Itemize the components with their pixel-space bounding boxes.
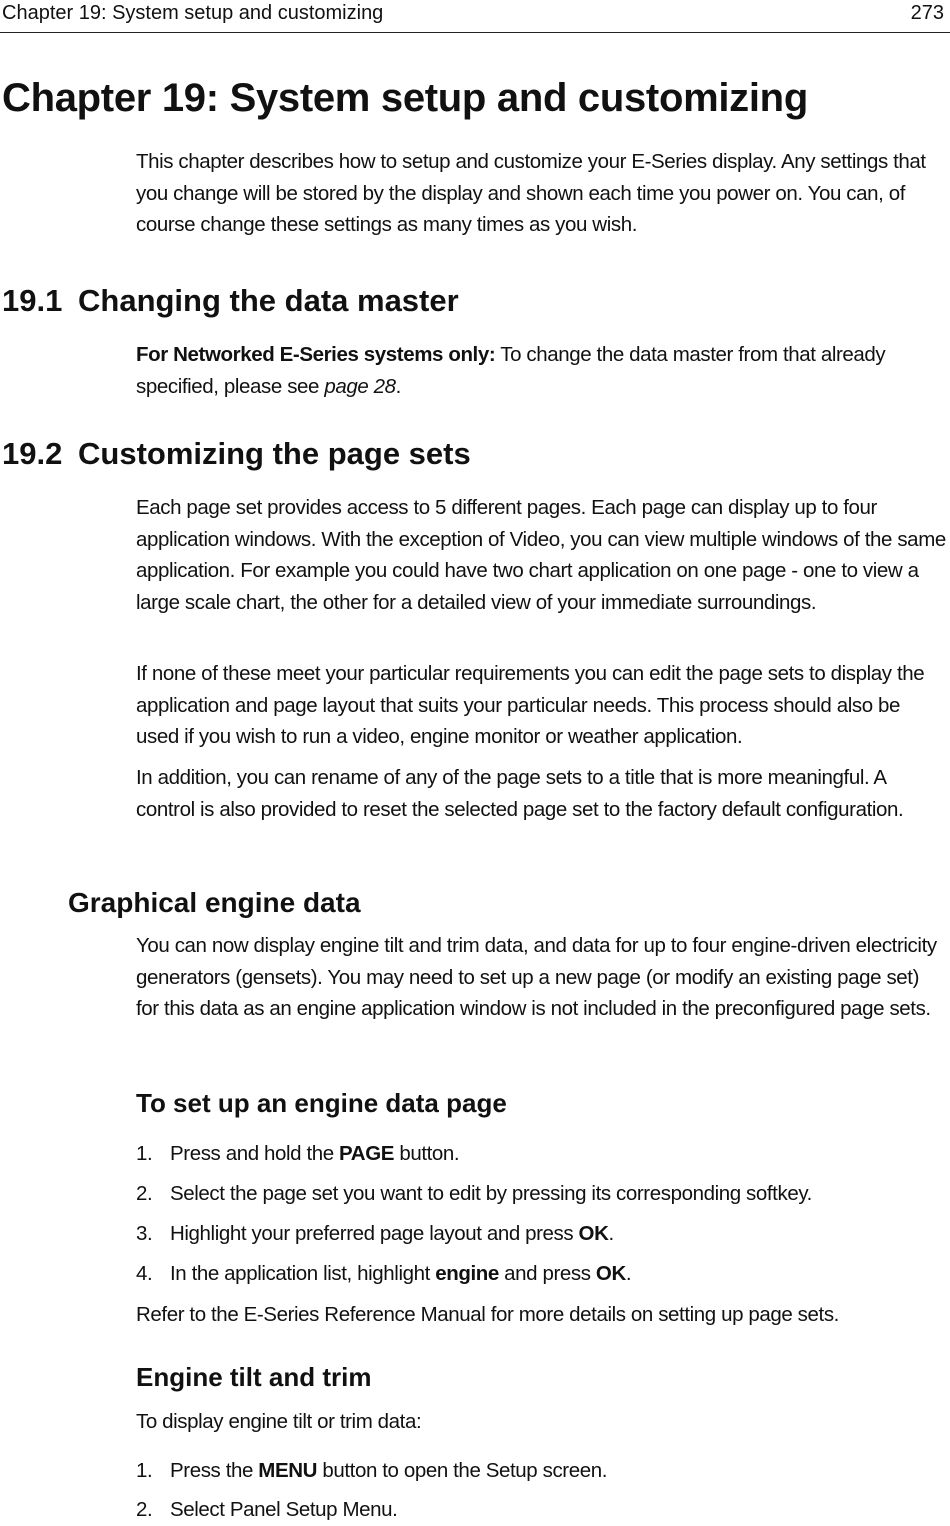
step-number: 2.	[136, 1498, 153, 1521]
data-master-note	[136, 339, 946, 402]
section-19-2-heading	[2, 436, 471, 472]
step-key: engine	[435, 1262, 499, 1285]
step-text: In the application list, highlight	[170, 1262, 436, 1285]
step-number: 1.	[136, 1459, 153, 1482]
section-number: 19.2	[2, 436, 63, 471]
running-header	[0, 0, 950, 33]
step-number: 1.	[136, 1142, 153, 1165]
section-title: Changing the data master	[78, 283, 459, 318]
engine-page-step-3	[136, 1218, 946, 1249]
page-sets-paragraph-3: In addition, you can rename of any of the page sets to a title that is more meaningful. A control is also provided to reset the selected page set to the factory default configuration.	[136, 766, 904, 821]
step-key: OK	[578, 1222, 609, 1245]
running-header-title: Chapter 19: System setup and customizing	[2, 2, 384, 24]
step-key: MENU	[258, 1459, 318, 1482]
engine-page-step-2	[136, 1178, 946, 1209]
section-19-1-heading	[2, 283, 459, 319]
step-number: 2.	[136, 1182, 153, 1205]
graphical-engine-paragraph: You can now display engine tilt and trim data, and data for up to four engine-driven electricity generators (gensets). You may need to set up a new page (or modify an existing page set) for this data as an engine application window is not included in the preconfigured page sets.	[136, 934, 937, 1020]
engine-page-refer: Refer to the E-Series Reference Manual for more details on setting up page sets.	[136, 1303, 839, 1326]
step-text-end: .	[608, 1222, 614, 1245]
step-text: Select Panel Setup Menu.	[170, 1498, 398, 1521]
chapter-title: Chapter 19: System setup and customizing	[2, 76, 808, 120]
tilt-trim-intro: To display engine tilt or trim data:	[136, 1410, 422, 1433]
engine-page-step-4	[136, 1258, 946, 1289]
step-text: Highlight your preferred page layout and press	[170, 1222, 579, 1245]
step-text-mid: and press	[498, 1262, 596, 1285]
page-sets-paragraph-1: Each page set provides access to 5 different pages. Each page can display up to four application windows. With the exception of Video, you can view multiple windows of the same application. For example you could have two chart application on one page - one to view a large scale chart, the other for a detailed view of your immediate surroundings.	[136, 496, 946, 614]
page-sets-paragraph-2: If none of these meet your particular requirements you can edit the page sets to display the application and page layout that suits your particular needs. This process should also be used if you wish to run a video, engine monitor or weather application.	[136, 662, 925, 748]
step-number: 3.	[136, 1222, 153, 1245]
step-text: Press and hold the	[170, 1142, 340, 1165]
step-key-2: OK	[595, 1262, 626, 1285]
engine-page-step-1	[136, 1138, 946, 1169]
section-number: 19.1	[2, 283, 63, 318]
note-label: For Networked E-Series systems only:	[136, 343, 496, 366]
step-text: Select the page set you want to edit by pressing its corresponding softkey.	[170, 1182, 812, 1205]
graphical-engine-heading: Graphical engine data	[68, 887, 361, 918]
step-text-end: button to open the Setup screen.	[317, 1459, 608, 1482]
tilt-trim-step-1	[136, 1455, 946, 1486]
engine-page-heading: To set up an engine data page	[136, 1088, 507, 1118]
tilt-trim-heading: Engine tilt and trim	[136, 1362, 372, 1392]
page-number: 273	[910, 2, 944, 24]
step-text-end: .	[625, 1262, 632, 1285]
page-link[interactable]: page 28	[324, 374, 396, 398]
section-title: Customizing the page sets	[78, 436, 471, 471]
note-end: .	[395, 374, 401, 398]
step-number: 4.	[136, 1262, 153, 1285]
step-text: Press the	[170, 1459, 259, 1482]
tilt-trim-step-2	[136, 1494, 946, 1525]
chapter-intro: This chapter describes how to setup and customize your E-Series display. Any settings that you change will be stored by the display and shown each time you power on. You can, of course change these settings as many times as you wish.	[136, 150, 926, 236]
step-key: PAGE	[339, 1142, 395, 1165]
step-text-end: button.	[394, 1142, 460, 1165]
note-text: To change the data master from that already specified, please see	[136, 343, 886, 398]
